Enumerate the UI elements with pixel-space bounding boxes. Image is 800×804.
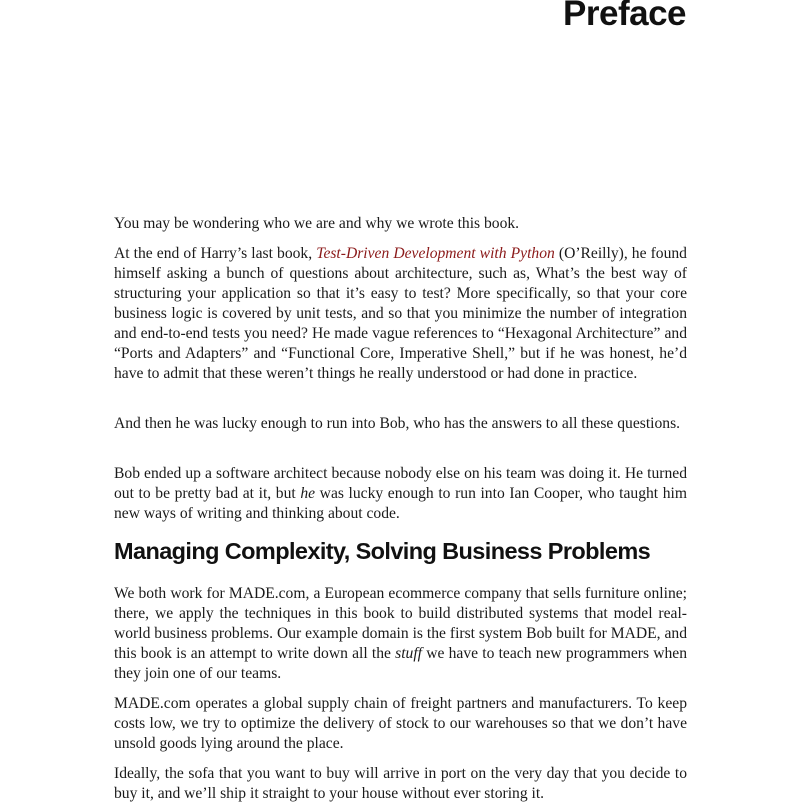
intro-paragraph-2-text-a: At the end of Harry’s last book, <box>114 245 317 262</box>
chapter-title: Preface <box>563 0 686 33</box>
book-reference-link[interactable]: Test-Driven Development with Python <box>316 245 555 262</box>
section-heading: Managing Complexity, Solving Business Problems <box>114 538 651 564</box>
section-paragraph-1-text-b: we have to teach new programmers when they join one of our teams. <box>114 645 688 682</box>
section-paragraph-1 <box>114 584 687 684</box>
section-paragraph-2: MADE.com operates a global supply chain of freight partners and manufacturers. To keep costs low, we try to optimize the delivery of stock to our warehouses so that we don’t have unsold goods lying around the place. <box>114 695 687 752</box>
intro-paragraph-4 <box>114 464 687 524</box>
intro-paragraph-2-text-b: (O’Reilly), he found himself asking a bunch of questions about architecture, such as, What’s the best way of structuring your application so that it’s easy to test? More specifically, so that your core business logic is covered by unit tests, and so that you minimize the number of integration and end-to-end tests you need? He made vague references to “Hexagonal Architecture” and “Ports and Adapters” and “Functional Core, Imperative Shell,” but if he was honest, he’d have to admit that these weren’t things he really understood or had done in practice. <box>114 245 687 382</box>
intro-paragraph-2 <box>114 244 687 384</box>
intro-paragraph-4-text-a: Bob ended up a software architect because nobody else on his team was doing it. He turned out to be pretty bad at it, but <box>114 465 687 502</box>
intro-paragraph-3: And then he was lucky enough to run into Bob, who has the answers to all these questions. <box>114 415 681 432</box>
section-paragraph-3: Ideally, the sofa that you want to buy will arrive in port on the very day that you decide to buy it, and we’ll ship it straight to your house without ever storing it. <box>114 765 687 802</box>
intro-paragraph-1: You may be wondering who we are and why we wrote this book. <box>114 215 520 232</box>
section-paragraph-1-text-a: We both work for MADE.com, a European ecommerce company that sells furniture online; there, we apply the techniques in this book to build distributed systems that model real-world business problems. Our example domain is the first system Bob built for MADE, and this book is an attempt to write down all the <box>114 585 687 662</box>
intro-paragraph-4-text-b: was lucky enough to run into Ian Cooper, who taught him new ways of writing and thinking about code. <box>114 485 687 522</box>
intro-paragraph-4-emphasis: he <box>300 485 316 502</box>
section-paragraph-1-emphasis: stuff <box>395 645 423 662</box>
